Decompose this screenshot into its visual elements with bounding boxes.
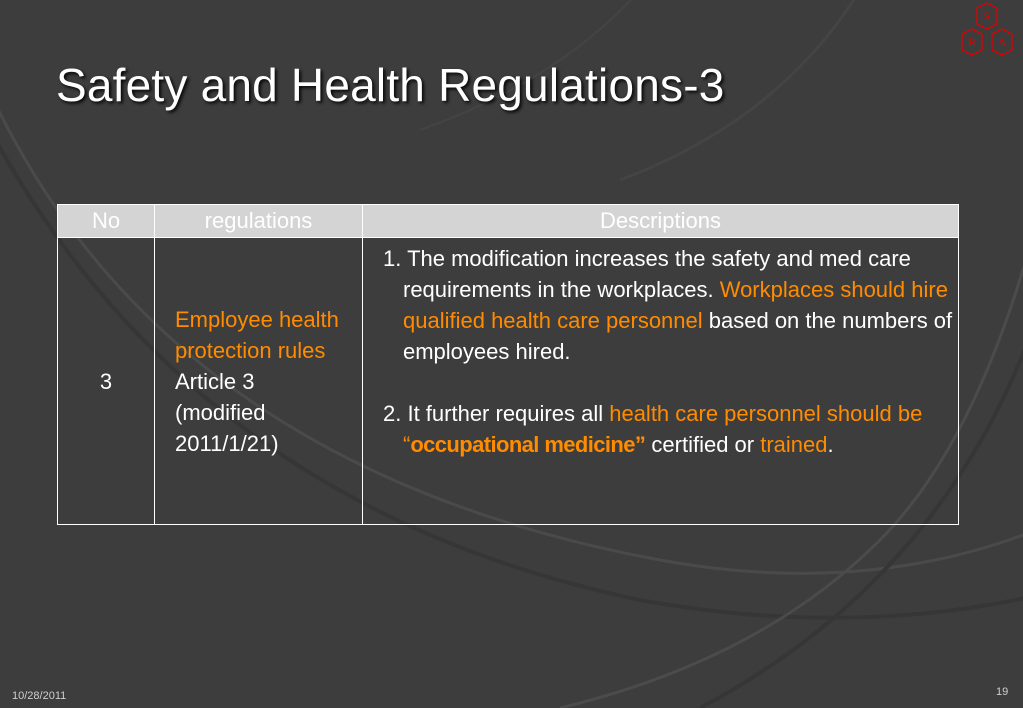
cell-description: [363, 238, 959, 525]
description-item-1: [383, 243, 954, 367]
page-number: 19: [996, 686, 1009, 698]
desc2-text: 2. It further requires all: [383, 401, 610, 426]
table-header-row: [58, 205, 959, 238]
logo-letter-a: A: [997, 35, 1007, 49]
description-item-2: [383, 398, 954, 460]
desc2-period: .: [827, 432, 834, 457]
regulations-table: [57, 204, 959, 525]
footer-date: 10/28/2011: [12, 690, 67, 702]
table-row: [58, 238, 959, 525]
regulation-article: Article 3: [175, 368, 255, 394]
desc1-highlight: Workplaces should hire qualified health care personnel: [403, 277, 948, 333]
cell-no: 3: [58, 238, 155, 525]
regulation-modified: (modified 2011/1/21): [175, 399, 279, 456]
desc2-bold-highlight: occupational medicine”: [410, 432, 646, 457]
regulation-name: Employee health protection rules: [175, 306, 339, 363]
slide-title: Safety and Health Regulations-3: [56, 59, 725, 111]
header-no: No: [58, 205, 155, 238]
desc1-text: 1. The modification increases the safety and med care requirements in the workplaces.: [383, 246, 911, 302]
cell-regulation: [155, 238, 363, 525]
desc2-highlight-end: trained: [760, 432, 828, 457]
desc1-text-end: based on the numbers of employees hired.: [403, 308, 953, 364]
logo-letter-s: S: [983, 9, 991, 23]
logo-letter-r: R: [967, 35, 977, 49]
desc2-highlight: health care personnel should be “: [403, 401, 923, 457]
header-descriptions: Descriptions: [363, 205, 959, 238]
sra-logo: [953, 2, 1021, 64]
desc2-text-mid: certified or: [645, 432, 761, 457]
header-regulations: regulations: [155, 205, 363, 238]
